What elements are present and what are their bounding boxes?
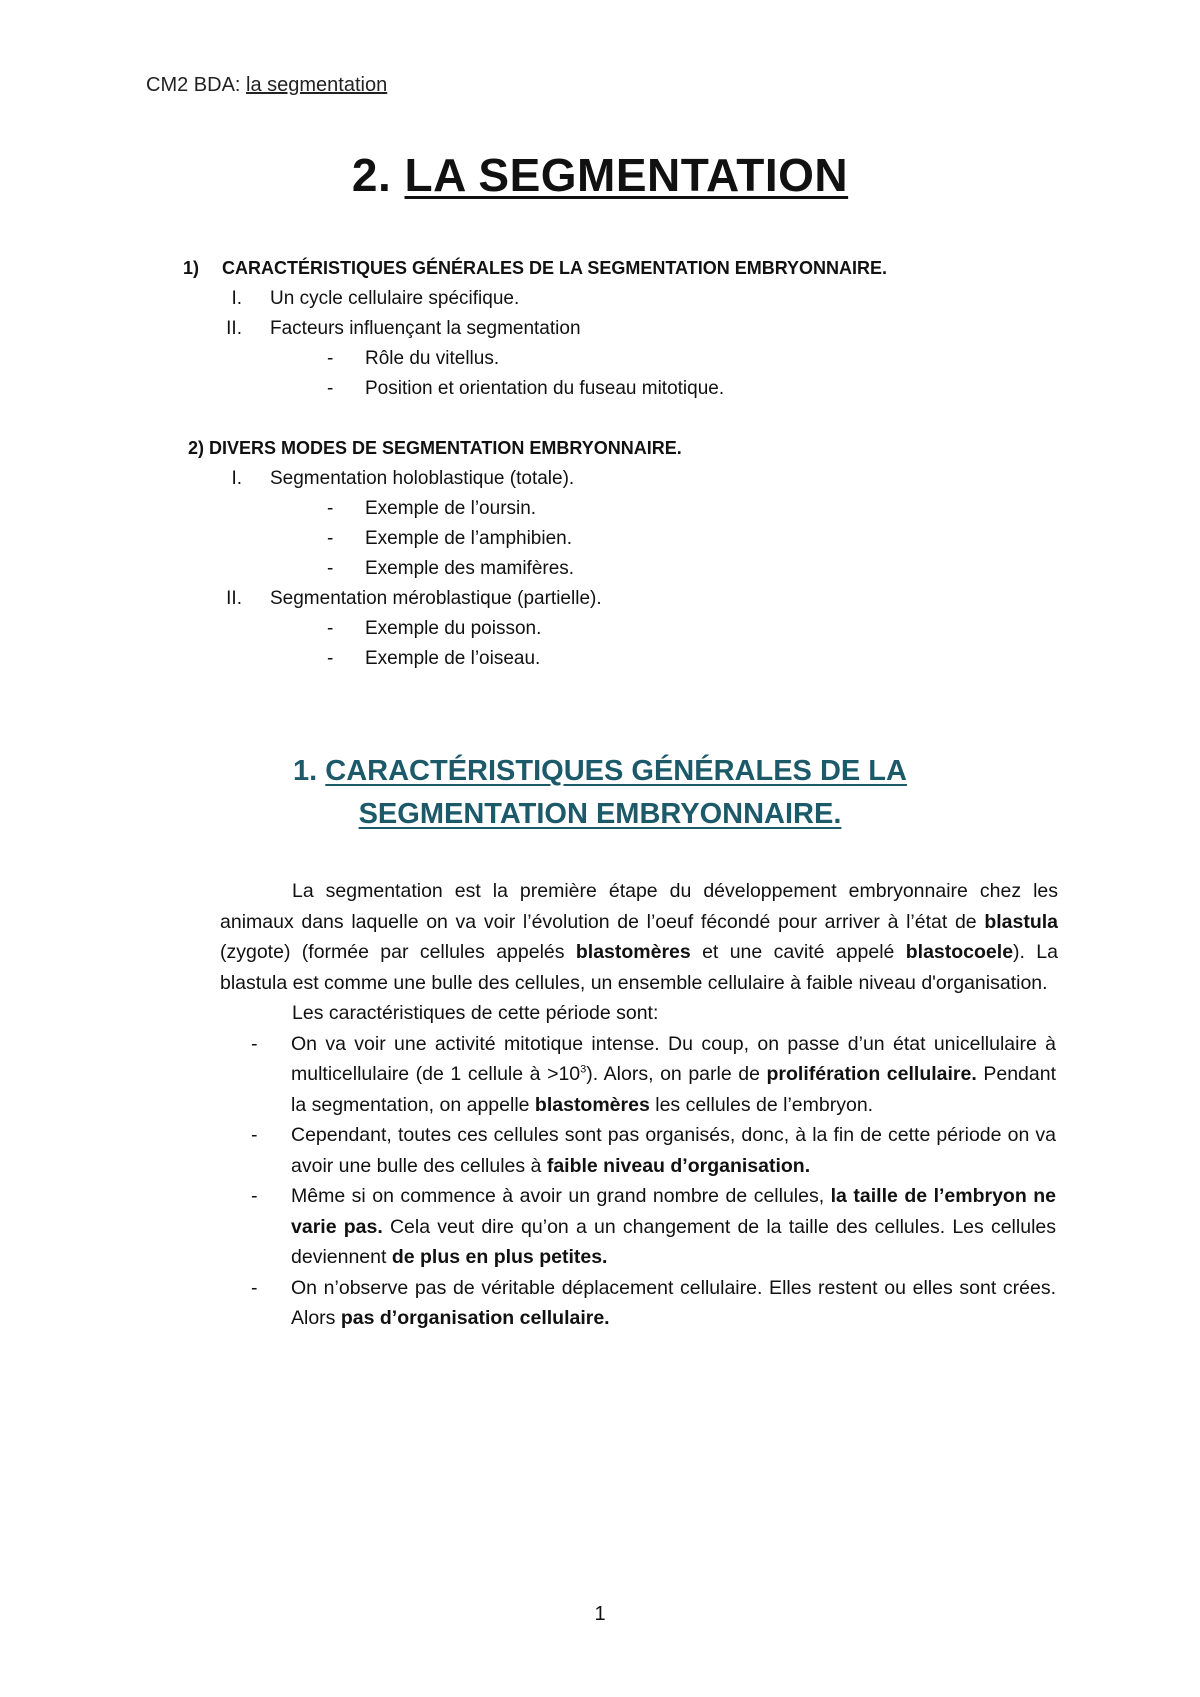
dash-marker: - bbox=[251, 1032, 258, 1055]
characteristics-list bbox=[218, 1029, 1056, 1334]
outline-subitem-text: Exemple de l’amphibien. bbox=[365, 528, 573, 549]
list-item bbox=[218, 1029, 1056, 1121]
outline-subitem-text: Exemple de l’oiseau. bbox=[365, 648, 541, 669]
list-item bbox=[218, 1120, 1056, 1181]
section-heading-text: CARACTÉRISTIQUES GÉNÉRALES DE LA bbox=[325, 755, 907, 787]
bold-term: de plus en plus petites. bbox=[391, 1246, 608, 1268]
page-title bbox=[0, 148, 1200, 202]
text-run: Pendant la segmentation, on appelle bbox=[291, 1063, 1056, 1116]
outline-section-1 bbox=[183, 258, 887, 279]
section-heading-text: SEGMENTATION EMBRYONNAIRE. bbox=[358, 798, 842, 830]
section-heading bbox=[0, 750, 1200, 836]
bold-term: pas d’organisation cellulaire. bbox=[340, 1307, 610, 1329]
dash-marker: - bbox=[327, 618, 334, 639]
dash-marker: - bbox=[327, 498, 334, 519]
text-run: ). Alors, on parle de bbox=[586, 1063, 767, 1085]
characteristics-intro: Les caractéristiques de cette période sont: bbox=[292, 1002, 659, 1024]
outline-item-text: Segmentation holoblastique (totale). bbox=[270, 468, 575, 489]
dash-marker: - bbox=[327, 528, 334, 549]
outline-item-text: Segmentation méroblastique (partielle). bbox=[270, 588, 602, 609]
bold-term: blastomères bbox=[534, 1093, 650, 1116]
text-run: Cependant, toutes ces cellules sont pas organisés, donc, à la fin de cette période on va avoir une bulle des cellules à bbox=[291, 1124, 1056, 1177]
outline-item-text: Un cycle cellulaire spécifique. bbox=[270, 288, 520, 309]
text-run: On va voir une activité mitotique intense. Du coup, on passe d’un état unicellulaire à multicellulaire (de 1 cellule à >10 bbox=[291, 1032, 1056, 1085]
bold-term: blastula bbox=[984, 910, 1058, 933]
bold-term: blastocoele bbox=[905, 941, 1014, 963]
text-run: La segmentation est la première étape du développement embryonnaire chez les animaux dans laquelle on va voir l’évolution de l’oeuf fécondé pour arriver à l’état de bbox=[220, 880, 1058, 933]
dash-marker: - bbox=[327, 648, 334, 669]
outline-numeral: II. bbox=[226, 588, 242, 609]
outline-item-text: Facteurs influençant la segmentation bbox=[270, 318, 581, 339]
dash-marker: - bbox=[251, 1276, 258, 1299]
dash-marker: - bbox=[327, 558, 334, 579]
dash-marker: - bbox=[327, 348, 334, 369]
page-header bbox=[146, 74, 387, 97]
text-run: (zygote) (formée par cellules appelés bbox=[220, 941, 576, 963]
dash-marker: - bbox=[251, 1185, 258, 1207]
text-run: ). La blastula est comme une bulle des cellules, un ensemble cellulaire à faible niveau d'organisation. bbox=[220, 941, 1058, 994]
outline-numeral: II. bbox=[226, 318, 242, 339]
title-number: 2. bbox=[351, 149, 392, 201]
list-item bbox=[218, 1181, 1056, 1273]
outline-subitem-text: Exemple de l’oursin. bbox=[365, 498, 537, 519]
list-item bbox=[218, 1273, 1056, 1334]
title-text: LA SEGMENTATION bbox=[404, 149, 849, 201]
bold-term: faible niveau d’organisation. bbox=[546, 1154, 811, 1177]
dash-marker: - bbox=[251, 1124, 258, 1146]
outline-numeral: I. bbox=[231, 468, 242, 489]
dash-marker: - bbox=[327, 378, 334, 399]
section-heading-line-1 bbox=[0, 750, 1200, 793]
outline-subitem-text: Position et orientation du fuseau mitotique. bbox=[365, 378, 725, 399]
bold-term: prolifération cellulaire. bbox=[766, 1063, 977, 1085]
outline-subitem-text: Rôle du vitellus. bbox=[365, 348, 500, 369]
outline-section-2 bbox=[188, 438, 682, 459]
bold-term: la taille de l’embryon ne varie pas. bbox=[291, 1185, 1056, 1238]
section-heading-line-2 bbox=[0, 793, 1200, 836]
outline-section-1-title: CARACTÉRISTIQUES GÉNÉRALES DE LA SEGMENTATION EMBRYONNAIRE. bbox=[222, 258, 888, 278]
outline-subitem-text: Exemple des mamifères. bbox=[365, 558, 575, 579]
outline-section-2-title: 2) DIVERS MODES DE SEGMENTATION EMBRYONNAIRE. bbox=[188, 438, 682, 458]
bold-term: blastomères bbox=[575, 941, 691, 963]
text-run: Cela veut dire qu’on a un changement de la taille des cellules. Les cellules deviennent bbox=[291, 1215, 1056, 1268]
text-run: les cellules de l’embryon. bbox=[649, 1093, 874, 1116]
header-course: CM2 BDA: bbox=[146, 74, 241, 96]
body-text bbox=[220, 876, 1058, 1334]
outline-section-1-number: 1) bbox=[183, 258, 200, 278]
intro-paragraph bbox=[220, 876, 1058, 998]
superscript: 3 bbox=[580, 1063, 587, 1076]
outline-numeral: I. bbox=[231, 288, 242, 309]
header-topic: la segmentation bbox=[246, 74, 388, 96]
text-run: Même si on commence à avoir un grand nombre de cellules, bbox=[291, 1185, 831, 1207]
text-run: On n’observe pas de véritable déplacement cellulaire. Elles restent ou elles sont crées. Alors bbox=[291, 1276, 1056, 1329]
section-heading-number: 1. bbox=[293, 755, 318, 787]
page-number: 1 bbox=[594, 1603, 606, 1625]
text-run: et une cavité appelé bbox=[690, 941, 906, 963]
outline-subitem-text: Exemple du poisson. bbox=[365, 618, 542, 639]
